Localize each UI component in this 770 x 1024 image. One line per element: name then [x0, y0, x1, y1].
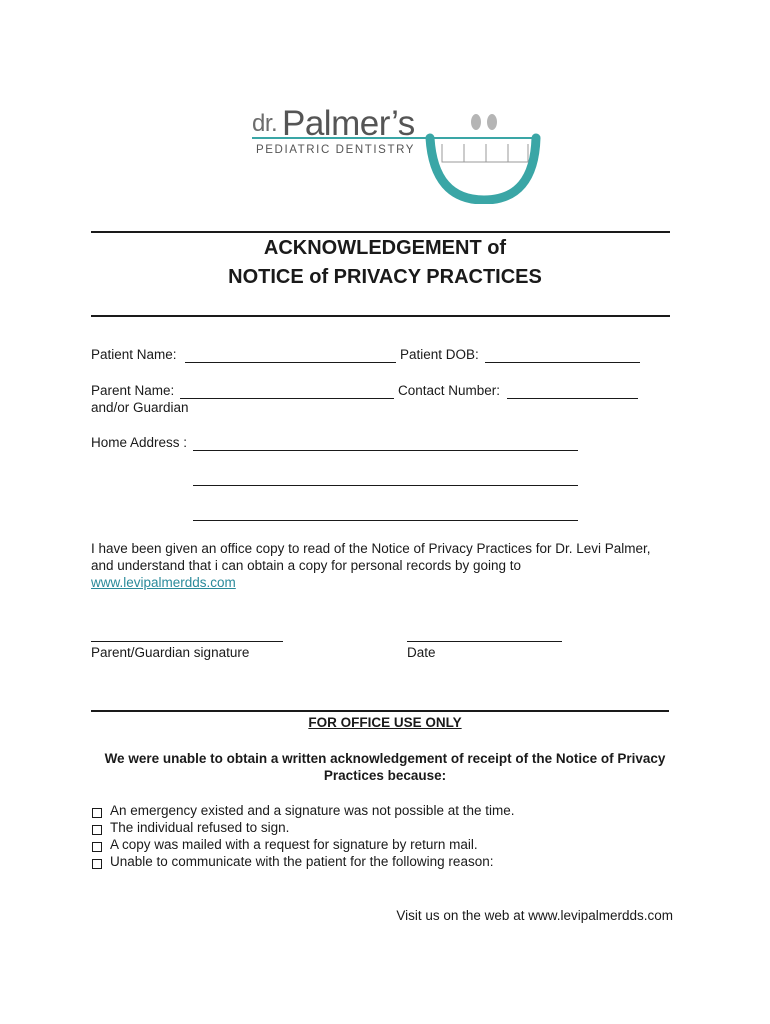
- reason-checkbox-emergency[interactable]: [92, 808, 102, 818]
- office-statement-line-1: We were unable to obtain a written acknowledgement of receipt of the Notice of Privacy: [104, 751, 666, 766]
- signature-field[interactable]: [91, 641, 283, 642]
- reason-checkbox-unable[interactable]: [92, 859, 102, 869]
- reason-checkbox-mailed[interactable]: [92, 842, 102, 852]
- reason-unable: Unable to communicate with the patient for the following reason:: [110, 854, 494, 869]
- logo-subtitle: PEDIATRIC DENTISTRY: [256, 144, 416, 156]
- home-address-label: Home Address :: [91, 435, 188, 450]
- title-line-1: ACKNOWLEDGEMENT of: [263, 237, 507, 259]
- parent-name-field[interactable]: [180, 398, 394, 399]
- logo: [252, 104, 542, 204]
- date-field[interactable]: [407, 641, 562, 642]
- parent-name-label: Parent Name:: [91, 383, 175, 398]
- contact-number-field[interactable]: [507, 398, 638, 399]
- statement-line-1: I have been given an office copy to read of the Notice of Privacy Practices for Dr. Levi Palmer,: [91, 541, 651, 556]
- home-address-field-3[interactable]: [193, 520, 578, 521]
- footer-text: Visit us on the web at www.levipalmerdds.com: [396, 908, 673, 923]
- smile-icon: [252, 104, 542, 204]
- contact-number-label: Contact Number:: [398, 383, 501, 398]
- office-rule: [91, 710, 669, 712]
- eye-right-icon: [487, 114, 497, 130]
- date-label: Date: [407, 645, 436, 660]
- patient-dob-label: Patient DOB:: [400, 347, 479, 362]
- parent-name-sublabel: and/or Guardian: [91, 400, 189, 415]
- title-top-rule: [91, 231, 670, 233]
- teeth-icon: [442, 144, 528, 162]
- office-heading: FOR OFFICE USE ONLY: [308, 715, 462, 730]
- reason-mailed: A copy was mailed with a request for signature by return mail.: [110, 837, 478, 852]
- patient-dob-field[interactable]: [485, 362, 640, 363]
- website-link[interactable]: www.levipalmerdds.com: [91, 575, 236, 590]
- reason-checkbox-refused[interactable]: [92, 825, 102, 835]
- patient-name-field[interactable]: [185, 362, 396, 363]
- statement-line-2: and understand that i can obtain a copy for personal records by going to: [91, 558, 522, 573]
- office-statement-line-2: Practices because:: [323, 768, 447, 783]
- logo-name: Palmer’s: [282, 104, 415, 143]
- logo-dr: dr.: [252, 110, 278, 137]
- home-address-field-1[interactable]: [193, 450, 578, 451]
- reason-emergency: An emergency existed and a signature was not possible at the time.: [110, 803, 515, 818]
- patient-name-label: Patient Name:: [91, 347, 177, 362]
- reason-refused: The individual refused to sign.: [110, 820, 290, 835]
- home-address-field-2[interactable]: [193, 485, 578, 486]
- eye-left-icon: [471, 114, 481, 130]
- title-line-2: NOTICE of PRIVACY PRACTICES: [228, 266, 542, 288]
- signature-label: Parent/Guardian signature: [91, 645, 250, 660]
- title-bottom-rule: [91, 315, 670, 317]
